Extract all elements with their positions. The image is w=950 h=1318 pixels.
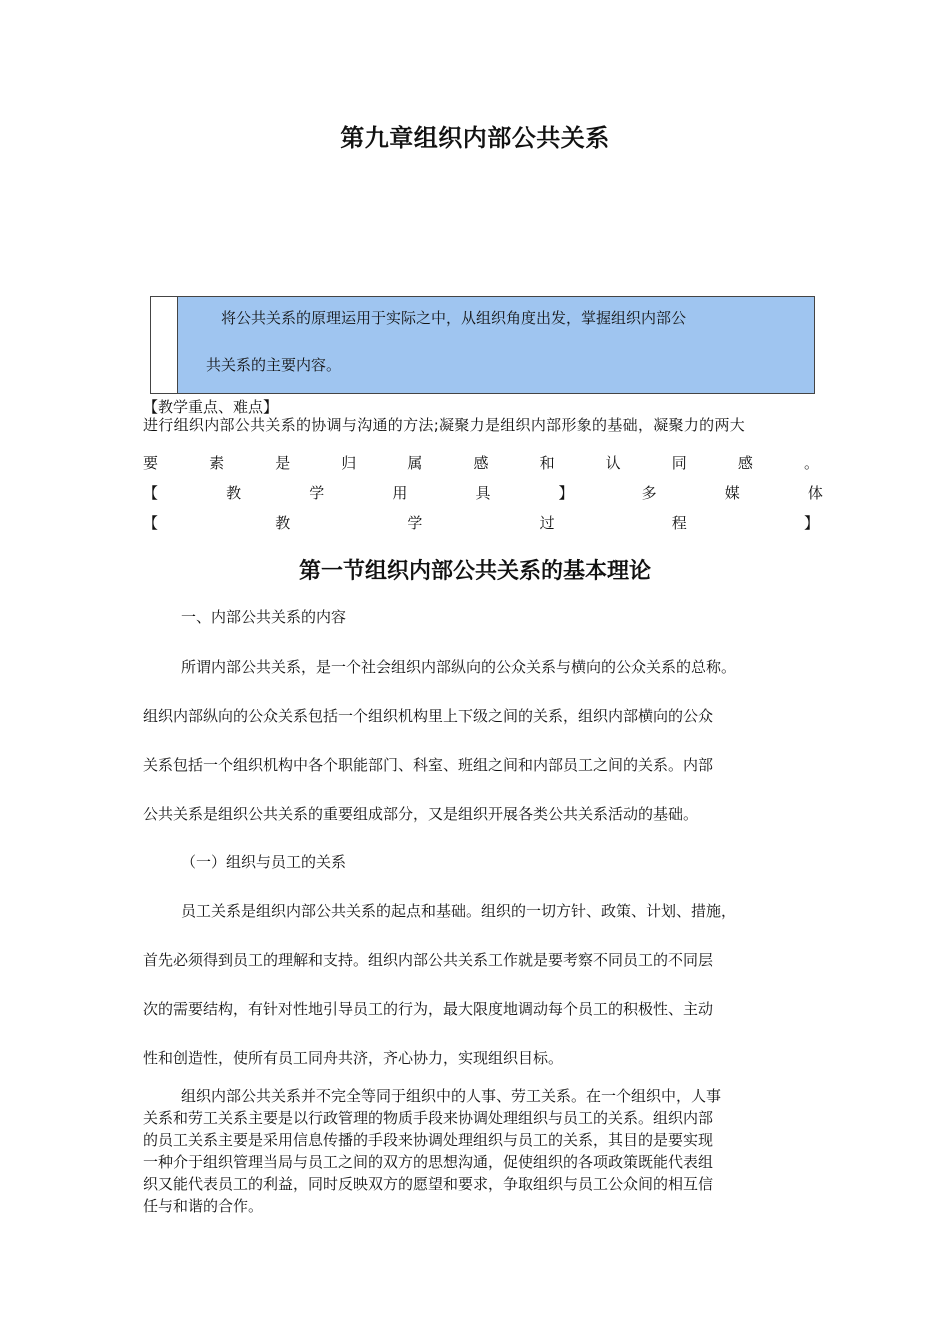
spread-char: 【 xyxy=(143,514,159,532)
spread-char: 【 xyxy=(143,484,159,502)
chapter-title: 第九章组织内部公共关系 xyxy=(340,124,610,152)
teaching-process-line xyxy=(143,512,819,533)
spread-char: 感 xyxy=(473,454,489,472)
teaching-objective-box xyxy=(150,296,815,394)
subsection-heading-1: 一、内部公共关系的内容 xyxy=(181,608,347,626)
spread-char: 素 xyxy=(209,454,225,472)
spread-char: 媒 xyxy=(724,484,740,502)
paragraph-line: 次的需要结构，有针对性地引导员工的行为，最大限度地调动每个员工的积极性、主动 xyxy=(143,1000,714,1018)
spread-char: 用 xyxy=(392,484,408,502)
paragraph-line: 员工关系是组织内部公共关系的起点和基础。组织的一切方针、政策、计划、措施， xyxy=(181,902,737,920)
key-points-text: 进行组织内部公共关系的协调与沟通的方法;凝聚力是组织内部形象的基础，凝聚力的两大 xyxy=(143,416,746,434)
paragraph-line: 组织内部纵向的公众关系包括一个组织机构里上下级之间的关系，组织内部横向的公众 xyxy=(143,707,714,725)
spread-char: 体 xyxy=(807,484,823,502)
objective-line-2: 共关系的主要内容。 xyxy=(206,356,342,374)
spread-char: 多 xyxy=(641,484,657,502)
paragraph-line: 关系包括一个组织机构中各个职能部门、科室、班组之间和内部员工之间的关系。内部 xyxy=(143,756,714,774)
spread-char: 学 xyxy=(309,484,325,502)
paragraph-line: 组织内部公共关系并不完全等同于组织中的人事、劳工关系。在一个组织中，人事 xyxy=(181,1087,722,1105)
objective-line-1: 将公共关系的原理运用于实际之中，从组织角度出发，掌握组织内部公 xyxy=(221,309,687,327)
spread-char: 过 xyxy=(539,514,555,532)
paragraph-line: 任与和谐的合作。 xyxy=(143,1197,264,1215)
paragraph-line: 关系和劳工关系主要是以行政管理的物质手段来协调处理组织与员工的关系。组织内部 xyxy=(143,1109,714,1127)
spread-char: 。 xyxy=(803,454,819,472)
key-points-spread-line xyxy=(143,452,819,473)
paragraph-line: 织又能代表员工的利益，同时反映双方的愿望和要求，争取组织与员工公众间的相互信 xyxy=(143,1175,714,1193)
paragraph-line: 首先必须得到员工的理解和支持。组织内部公共关系工作就是要考察不同员工的不同层 xyxy=(143,951,714,969)
paragraph-line: 性和创造性，使所有员工同舟共济，齐心协力，实现组织目标。 xyxy=(143,1049,564,1067)
subsection-heading-2: （一）组织与员工的关系 xyxy=(181,853,347,871)
section-title: 第一节组织内部公共关系的基本理论 xyxy=(298,559,651,584)
teaching-tools-line xyxy=(143,482,823,503)
paragraph-line: 一种介于组织管理当局与员工之间的双方的思想沟通，促使组织的各项政策既能代表组 xyxy=(143,1153,714,1171)
paragraph-line: 的员工关系主要是采用信息传播的手段来协调处理组织与员工的关系，其目的是要实现 xyxy=(143,1131,714,1149)
spread-char: 教 xyxy=(226,484,242,502)
spread-char: 具 xyxy=(475,484,491,502)
spread-char: 是 xyxy=(275,454,291,472)
paragraph-line: 公共关系是组织公共关系的重要组成部分，又是组织开展各类公共关系活动的基础。 xyxy=(143,805,699,823)
paragraph-line: 所谓内部公共关系，是一个社会组织内部纵向的公众关系与横向的公众关系的总称。 xyxy=(181,658,737,676)
spread-char: 要 xyxy=(143,454,159,472)
spread-char: 属 xyxy=(407,454,423,472)
spread-char: 认 xyxy=(605,454,621,472)
spread-char: 】 xyxy=(558,484,574,502)
spread-char: 学 xyxy=(407,514,423,532)
spread-char: 】 xyxy=(803,514,819,532)
spread-char: 和 xyxy=(539,454,555,472)
spread-char: 程 xyxy=(671,514,687,532)
spread-char: 同 xyxy=(671,454,687,472)
key-points-label: 【教学重点、难点】 xyxy=(143,398,279,416)
spread-char: 教 xyxy=(275,514,291,532)
spread-char: 感 xyxy=(737,454,753,472)
spread-char: 归 xyxy=(341,454,357,472)
